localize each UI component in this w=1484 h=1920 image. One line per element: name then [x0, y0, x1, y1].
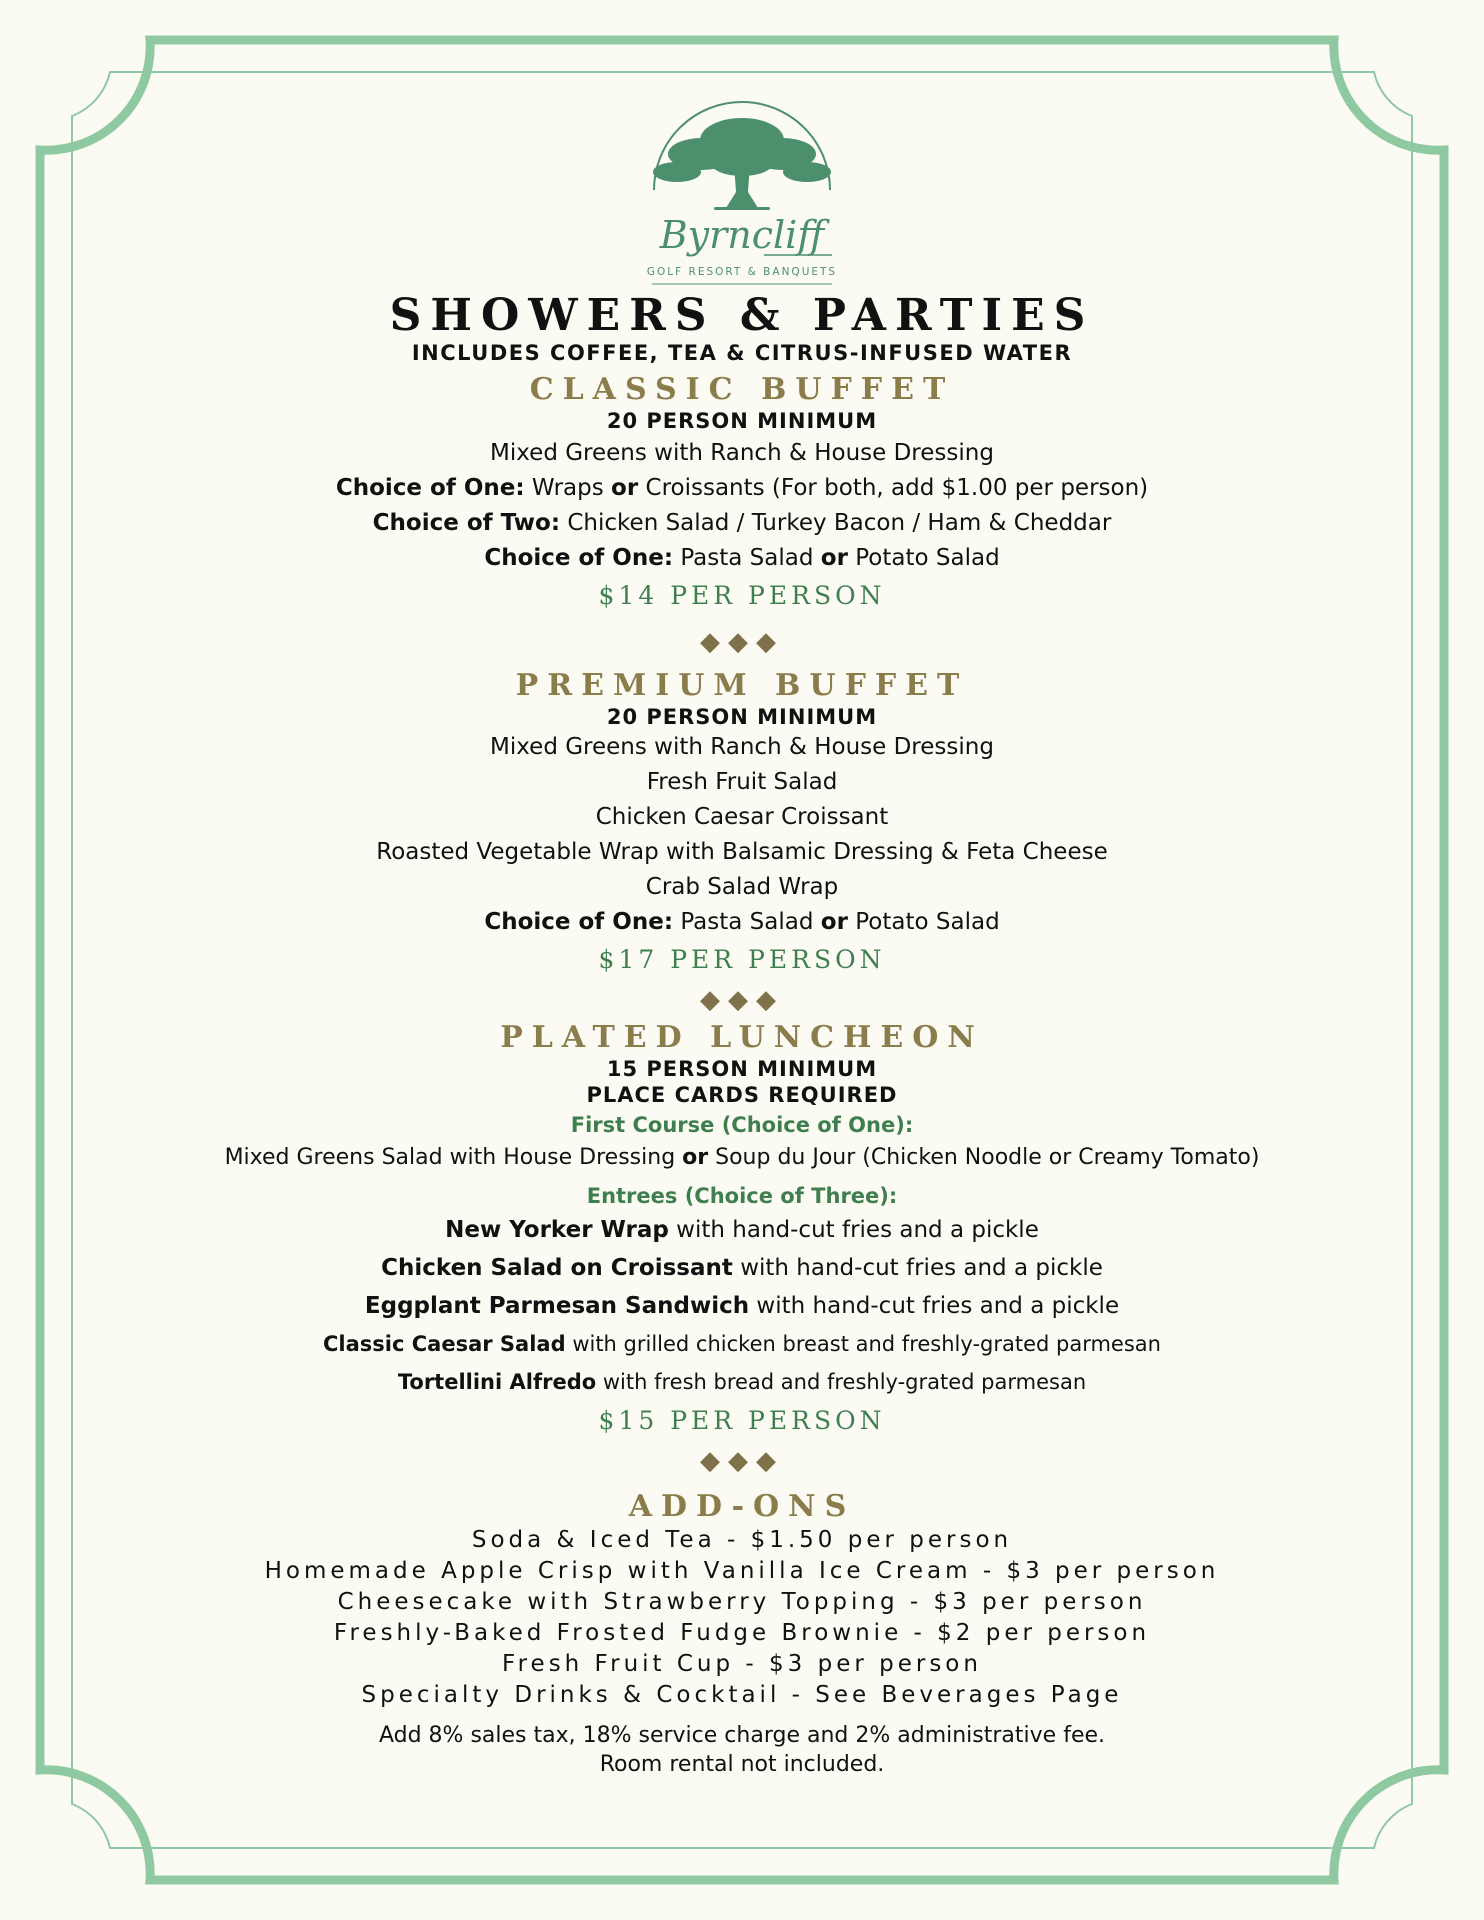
option-text: Pasta Salad: [680, 545, 814, 571]
menu-line: Fresh Fruit Salad: [646, 769, 838, 795]
entree-line: [90, 1363, 1394, 1401]
menu-page: [90, 80, 1394, 1840]
entree-name: Tortellini Alfredo: [397, 1370, 597, 1394]
logo-tagline: GOLF RESORT & BANQUETS: [646, 266, 838, 278]
premium-buffet-section: [90, 668, 1394, 1020]
byrncliff-logo: [632, 80, 852, 290]
choice-label: Choice of One:: [335, 475, 525, 501]
diamond-divider: ◆◆◆: [700, 985, 784, 1015]
price: $14 PER PERSON: [598, 581, 886, 610]
option-text: Potato Salad: [855, 545, 1000, 571]
menu-line: Roasted Vegetable Wrap with Balsamic Dressing & Feta Cheese: [376, 839, 1108, 865]
or-word: or: [820, 545, 848, 571]
menu-line: Chicken Caesar Croissant: [595, 804, 889, 830]
section-title: PLATED LUNCHEON: [500, 1020, 984, 1055]
or-word: or: [611, 475, 639, 501]
entree-name: Eggplant Parmesan Sandwich: [364, 1293, 750, 1319]
or-word: or: [820, 909, 848, 935]
choice-label: Choice of Two:: [372, 510, 561, 536]
menu-line: Mixed Greens with Ranch & House Dressing: [490, 734, 994, 760]
option-text: Wraps: [531, 475, 604, 501]
minimum-note: 15 PERSON MINIMUM: [606, 1057, 878, 1081]
entree-line: [90, 1287, 1394, 1325]
rental-note: Room rental not included.: [599, 1752, 885, 1777]
classic-buffet-section: [90, 372, 1394, 662]
page-title: SHOWERS & PARTIES: [389, 290, 1095, 341]
add-ons-section: [90, 1489, 1394, 1711]
price: $17 PER PERSON: [598, 945, 886, 974]
menu-line: [90, 436, 1394, 471]
entree-line: [90, 1325, 1394, 1363]
choice-label: Choice of One:: [484, 545, 674, 571]
tax-note: Add 8% sales tax, 18% service charge and 2% administrative fee.: [378, 1723, 1106, 1748]
menu-line: [90, 1140, 1394, 1175]
entree-line: [90, 1249, 1394, 1287]
option-text: Pasta Salad: [680, 909, 814, 935]
page-subtitle: INCLUDES COFFEE, TEA & CITRUS-INFUSED WATER: [411, 341, 1073, 365]
entree-desc: with hand-cut fries and a pickle: [740, 1255, 1103, 1281]
addon-item: Cheesecake with Strawberry Topping - $3 per person: [337, 1589, 1147, 1615]
addon-item: Soda & Iced Tea - $1.50 per person: [471, 1527, 1013, 1553]
entree-desc: with hand-cut fries and a pickle: [676, 1217, 1039, 1243]
entree-desc: with grilled chicken breast and freshly-grated parmesan: [572, 1332, 1161, 1356]
footer-notes: [90, 1721, 1394, 1779]
entree-name: Classic Caesar Salad: [323, 1332, 566, 1356]
menu-line: [90, 905, 1394, 940]
entrees-label: Entrees (Choice of Three):: [586, 1184, 898, 1208]
option-text: Mixed Greens Salad with House Dressing: [224, 1145, 676, 1170]
or-word: or: [682, 1145, 709, 1170]
section-title: PREMIUM BUFFET: [515, 668, 969, 703]
entree-name: Chicken Salad on Croissant: [381, 1255, 733, 1281]
entree-name: New Yorker Wrap: [445, 1217, 669, 1243]
addon-item: Specialty Drinks & Cocktail - See Beverages Page: [361, 1682, 1123, 1708]
logo-name: Byrncliff: [659, 213, 825, 257]
place-cards-note: PLACE CARDS REQUIRED: [586, 1083, 898, 1107]
minimum-note: 20 PERSON MINIMUM: [606, 705, 878, 729]
section-title: ADD-ONS: [628, 1489, 856, 1524]
addon-item: Fresh Fruit Cup - $3 per person: [502, 1651, 982, 1677]
option-text: Chicken Salad / Turkey Bacon / Ham & Cheddar: [567, 510, 1112, 536]
menu-line: [90, 471, 1394, 506]
section-title: CLASSIC BUFFET: [529, 372, 955, 407]
entree-desc: with fresh bread and freshly-grated parmesan: [602, 1370, 1087, 1394]
choice-label: Choice of One:: [484, 909, 674, 935]
minimum-note: 20 PERSON MINIMUM: [606, 409, 878, 433]
entree-desc: with hand-cut fries and a pickle: [756, 1293, 1120, 1319]
addon-item: Homemade Apple Crisp with Vanilla Ice Cream - $3 per person: [264, 1558, 1220, 1584]
option-text: Soup du Jour (Chicken Noodle or Creamy Tomato): [715, 1145, 1260, 1170]
diamond-divider: ◆◆◆: [700, 627, 784, 657]
menu-line-text: Mixed Greens with Ranch & House Dressing: [490, 440, 994, 466]
menu-line: Crab Salad Wrap: [645, 874, 839, 900]
menu-line: [90, 541, 1394, 576]
price: $15 PER PERSON: [598, 1406, 886, 1435]
tree-icon: [653, 118, 831, 210]
addon-item: Freshly-Baked Frosted Fudge Brownie - $2 per person: [333, 1620, 1151, 1646]
diamond-divider: ◆◆◆: [700, 1446, 784, 1476]
option-text: Potato Salad: [855, 909, 1000, 935]
entree-line: [90, 1211, 1394, 1249]
menu-line: [90, 506, 1394, 541]
first-course-label: First Course (Choice of One):: [570, 1113, 914, 1137]
plated-luncheon-section: [90, 1020, 1394, 1481]
option-text: Croissants (For both, add $1.00 per person): [645, 475, 1149, 501]
